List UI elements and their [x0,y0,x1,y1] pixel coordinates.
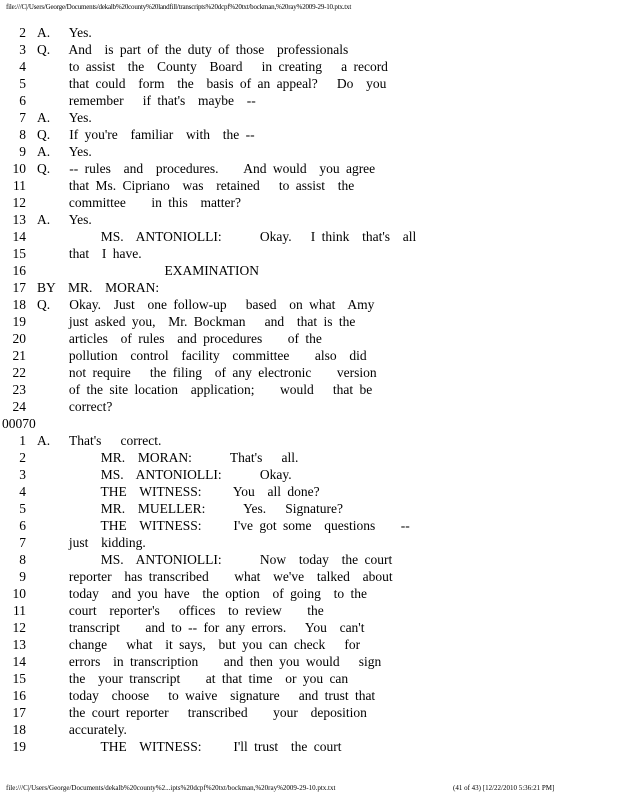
line-text: EXAMINATION [37,263,259,278]
line-number: 22 [12,365,26,380]
line-number: 15 [12,671,26,686]
line-text: A. Yes. [37,25,92,40]
line-text: pollution control facility committee also did [37,348,367,363]
footer [6,784,612,792]
line-number: 6 [19,518,26,533]
line-text: MS. ANTONIOLLI: Okay. [37,467,292,482]
transcript-line [0,466,618,483]
transcript-line [0,211,618,228]
transcript-page-69 [0,24,618,415]
line-number: 18 [12,722,26,737]
transcript-line [0,551,618,568]
transcript-line [0,398,618,415]
page-marker: 00070 [2,416,36,431]
line-number: 15 [12,246,26,261]
file-path-header: file:///C|/Users/George/Documents/dekalb%20county%20landfill/transcripts%20dcpf%20txt/bockman,%20ray%2009-29-10.ptx.txt [6,3,352,11]
line-text: Q. And is part of the duty of those professionals [37,42,349,57]
line-text: MR. MORAN: That's all. [37,450,299,465]
transcript-line [0,449,618,466]
line-number: 4 [19,484,26,499]
line-number: 4 [19,59,26,74]
line-text: errors in transcription and then you would sign [37,654,382,669]
line-number: 8 [19,552,26,567]
transcript-line [0,177,618,194]
line-number: 12 [12,195,26,210]
line-number: 14 [12,654,26,669]
line-number: 2 [19,450,26,465]
line-text: correct? [37,399,113,414]
transcript-line [0,602,618,619]
transcript-line [0,58,618,75]
transcript-line [0,160,618,177]
line-number: 16 [12,688,26,703]
line-text: A. That's correct. [37,433,162,448]
line-number: 3 [19,467,26,482]
line-number: 9 [19,569,26,584]
transcript-line [0,313,618,330]
line-number: 6 [19,93,26,108]
transcript-line [0,347,618,364]
transcript-line [0,534,618,551]
transcript-line [0,109,618,126]
line-text: of the site location application; would that be [37,382,373,397]
transcript-line [0,92,618,109]
line-text: the your transcript at that time or you can [37,671,349,686]
line-number: 2 [19,25,26,40]
line-number: 16 [12,263,26,278]
line-number: 21 [12,348,26,363]
line-text: A. Yes. [37,212,92,227]
line-number: 1 [19,433,26,448]
line-text: court reporter's offices to review the [37,603,324,618]
transcript-line [0,517,618,534]
line-number: 8 [19,127,26,142]
line-text: Q. If you're familiar with the -- [37,127,255,142]
line-text: BY MR. MORAN: [37,280,160,295]
line-number: 7 [19,535,26,550]
line-number: 5 [19,501,26,516]
transcript-line [0,432,618,449]
line-number: 9 [19,144,26,159]
footer-page-info: (41 of 43) [12/22/2010 5:36:21 PM] [453,784,555,792]
transcript-line [0,653,618,670]
line-number: 10 [12,161,26,176]
line-text: Q. Okay. Just one follow-up based on what Amy [37,297,375,312]
transcript-line [0,330,618,347]
line-number: 12 [12,620,26,635]
footer-file-path: file:///C|/Users/George/Documents/dekalb%20county%2...ipts%20dcpf%20txt/bockman,%20ray%2009-29-10.ptx.txt [6,784,336,792]
line-text: today choose to waive signature and trust that [37,688,376,703]
line-text: MR. MUELLER: Yes. Signature? [37,501,343,516]
line-number: 17 [12,705,26,720]
line-text: MS. ANTONIOLLI: Now today the court [37,552,393,567]
transcript-line [0,245,618,262]
transcript-line [0,228,618,245]
line-text: that could form the basis of an appeal? Do you [37,76,387,91]
line-number: 7 [19,110,26,125]
line-number: 13 [12,637,26,652]
line-text: THE WITNESS: I'll trust the court [37,739,342,754]
line-number: 18 [12,297,26,312]
line-text: transcript and to -- for any errors. You can't [37,620,365,635]
line-text: committee in this matter? [37,195,241,210]
line-text: change what it says, but you can check for [37,637,361,652]
line-text: today and you have the option of going to the [37,586,367,601]
transcript-line [0,194,618,211]
line-number: 10 [12,586,26,601]
line-number: 19 [12,739,26,754]
line-text: accurately. [37,722,127,737]
line-number: 19 [12,314,26,329]
transcript-body [0,24,618,755]
transcript-line [0,500,618,517]
transcript-line [0,262,618,279]
line-text: to assist the County Board in creating a record [37,59,388,74]
transcript-line [0,687,618,704]
line-text: articles of rules and procedures of the [37,331,322,346]
transcript-line [0,41,618,58]
line-text: the court reporter transcribed your deposition [37,705,367,720]
line-text: that I have. [37,246,142,261]
transcript-page-70 [0,432,618,755]
transcript-line [0,738,618,755]
line-text: remember if that's maybe -- [37,93,256,108]
line-number: 14 [12,229,26,244]
line-number: 11 [13,603,26,618]
transcript-line [0,704,618,721]
line-text: reporter has transcribed what we've talked about [37,569,393,584]
line-number: 5 [19,76,26,91]
line-text: just asked you, Mr. Bockman and that is the [37,314,356,329]
line-text: THE WITNESS: I've got some questions -- [37,518,410,533]
transcript-line [0,721,618,738]
transcript-line [0,619,618,636]
line-number: 3 [19,42,26,57]
line-number: 20 [12,331,26,346]
transcript-line [0,585,618,602]
transcript-line [0,636,618,653]
line-number: 13 [12,212,26,227]
transcript-line [0,483,618,500]
line-number: 24 [12,399,26,414]
transcript-line [0,126,618,143]
transcript-line [0,75,618,92]
line-text: THE WITNESS: You all done? [37,484,320,499]
transcript-line [0,296,618,313]
transcript-line [0,143,618,160]
transcript-line [0,364,618,381]
transcript-line [0,381,618,398]
line-text: Q. -- rules and procedures. And would you agree [37,161,376,176]
transcript-line [0,568,618,585]
line-text: MS. ANTONIOLLI: Okay. I think that's all [37,229,417,244]
line-number: 23 [12,382,26,397]
line-text: not require the filing of any electronic version [37,365,377,380]
line-text: that Ms. Cipriano was retained to assist the [37,178,355,193]
transcript-line [0,670,618,687]
line-text: A. Yes. [37,110,92,125]
transcript-line [0,24,618,41]
line-number: 11 [13,178,26,193]
line-text: just kidding. [37,535,146,550]
line-text: A. Yes. [37,144,92,159]
transcript-line [0,279,618,296]
line-number: 17 [12,280,26,295]
